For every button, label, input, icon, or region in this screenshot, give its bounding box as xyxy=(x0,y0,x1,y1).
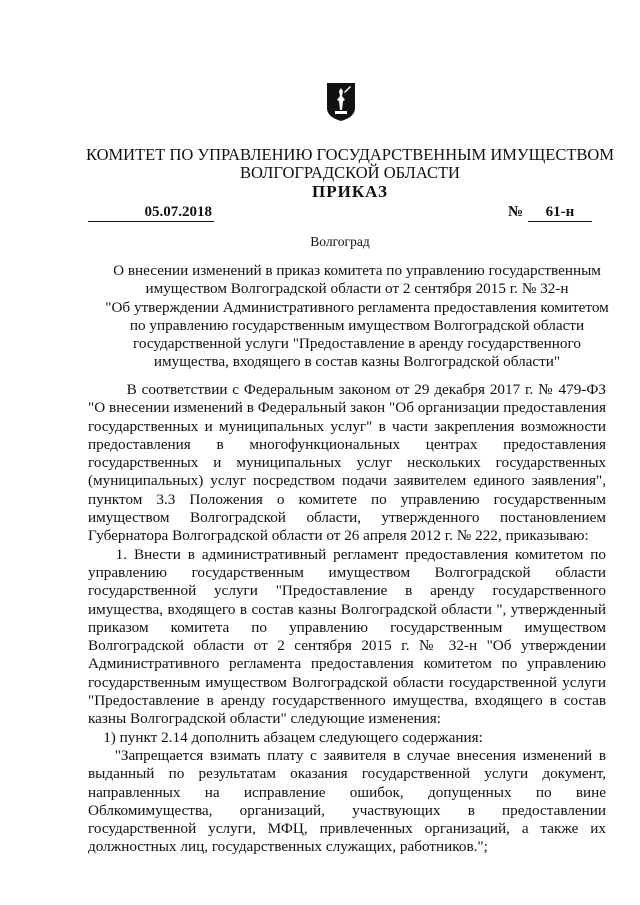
body-line: государственной услуги, МФЦ, привлеченных организаций, а также их xyxy=(88,820,606,838)
org-name-line1: КОМИТЕТ ПО УПРАВЛЕНИЮ ГОСУДАРСТВЕННЫМ ИМУЩЕСТВОМ xyxy=(85,145,614,164)
body-line: государственных и муниципальных услуг" в части закрепления возможности xyxy=(88,417,606,435)
subject-line: имущества, входящего в состав казны Волгоградской области" xyxy=(153,353,561,371)
subject-line: О внесении изменений в приказ комитета по управлению государственным xyxy=(113,262,601,279)
body-line: имуществом Волгоградской области, утвержденного постановлением xyxy=(88,509,606,527)
city: Волгоград xyxy=(310,234,370,249)
order-body xyxy=(88,381,606,857)
coat-of-arms-emblem xyxy=(326,82,356,122)
body-line: 1. Внести в административный регламент предоставления комитетом по xyxy=(88,545,606,563)
body-line: государственных и муниципальных услуг нескольких государственных xyxy=(88,454,606,472)
order-number: 61-н xyxy=(528,204,592,222)
body-line: "Предоставление в аренду государственного имущества, входящего в состав xyxy=(88,692,606,710)
number-sign: № xyxy=(508,204,524,220)
body-line: государственным имуществом Волгоградской области государственной услуги xyxy=(88,673,606,691)
body-line: Административного регламента предоставления комитетом по управлению xyxy=(88,655,606,673)
org-name-line2: ВОЛГОГРАДСКОЙ ОБЛАСТИ xyxy=(240,163,460,182)
body-line: "Запрещается взимать плату с заявителя в случае внесения изменений в xyxy=(88,746,606,764)
subject-line: "Об утверждении Административного регламента предоставления комитетом xyxy=(105,298,609,316)
body-line: приказом комитета по управлению государственным имуществом xyxy=(88,618,606,636)
body-line: управлению государственным имуществом Волгоградской области xyxy=(88,563,606,581)
order-date: 05.07.2018 xyxy=(88,204,214,222)
body-line: Волгоградской области от 2 сентября 2015 г. № 32-н "Об утверждении xyxy=(88,637,606,655)
body-line: имущества, входящего в состав казны Волгоградской области ", утвержденный xyxy=(88,600,606,618)
body-line: казны Волгоградской области" следующие изменения: xyxy=(88,710,441,728)
body-line: "О внесении изменений в Федеральный закон "Об организации предоставления xyxy=(88,399,606,417)
body-line: В соответствии с Федеральным законом от 29 декабря 2017 г. № 479-ФЗ xyxy=(88,381,606,398)
body-line: (муниципальных) услуг посредством подачи заявителем единого заявления", xyxy=(88,472,606,490)
body-line: предоставления в многофункциональных центрах предоставления xyxy=(88,435,606,453)
document-type: ПРИКАЗ xyxy=(312,182,388,201)
subject-line: государственной услуги "Предоставление в аренду государственного xyxy=(133,335,581,353)
body-line: должностных лиц, государственных служащих, работников."; xyxy=(88,838,488,856)
body-line: 1) пункт 2.14 дополнить абзацем следующего содержания: xyxy=(88,728,483,746)
body-line: государственной услуги "Предоставление в аренду государственного xyxy=(88,582,606,600)
subject-line: по управлению государственным имуществом Волгоградской области xyxy=(129,316,585,334)
order-subject xyxy=(92,262,622,372)
body-line: пунктом 3.3 Положения о комитете по управлению государственным xyxy=(88,490,606,508)
body-line: выданный по результатам оказания государственной услуги документ, xyxy=(88,765,606,783)
body-line: Облкомимущества, организаций, участвующих в предоставлении xyxy=(88,801,606,819)
body-line: направленных на исправление ошибок, допущенных по вине xyxy=(88,783,606,801)
body-line: Губернатора Волгоградской области от 26 апреля 2012 г. № 222, приказываю: xyxy=(88,527,589,545)
subject-line: имуществом Волгоградской области от 2 сентября 2015 г. № 32-н xyxy=(145,280,569,298)
